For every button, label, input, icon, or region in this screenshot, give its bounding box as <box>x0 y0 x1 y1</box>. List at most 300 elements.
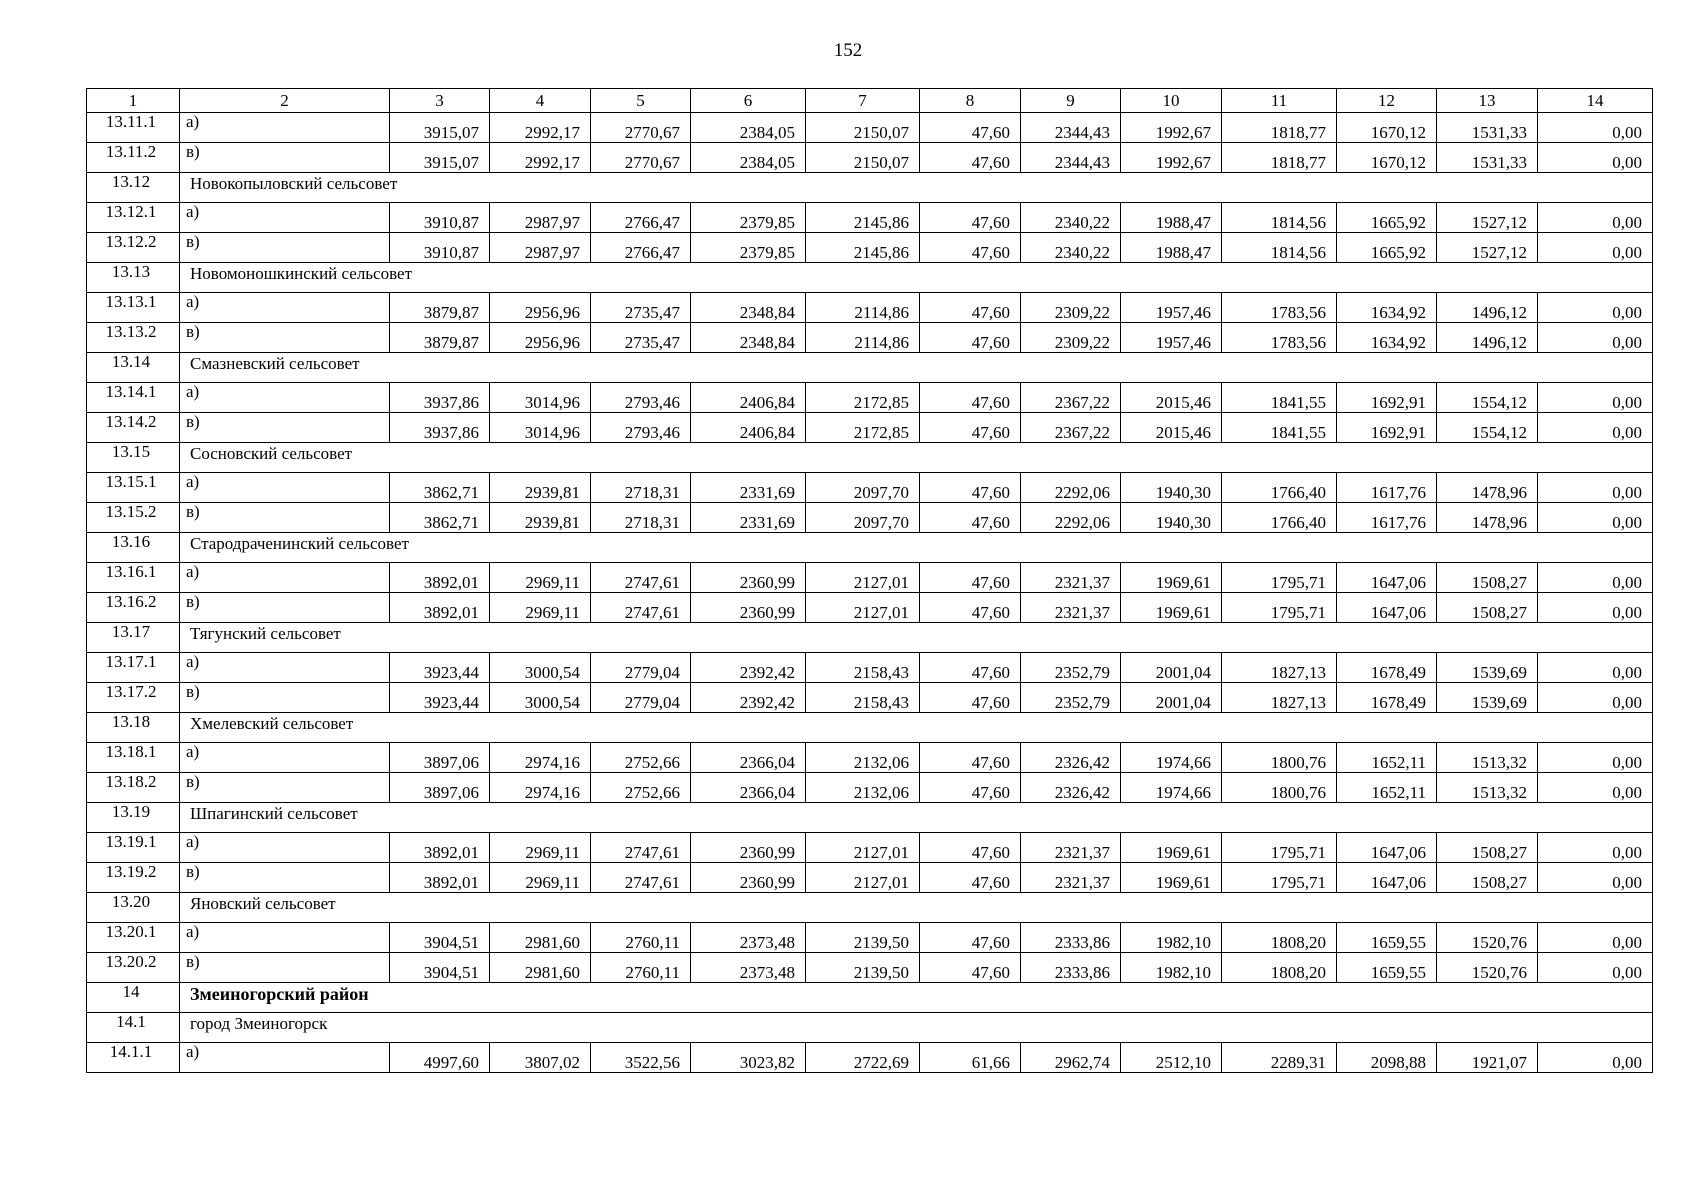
value-cell: 2987,97 <box>490 233 591 263</box>
table-row <box>87 413 1653 443</box>
section-title: Стародраченинский сельсовет <box>180 533 1653 563</box>
row-label: в) <box>180 863 390 893</box>
value-cell: 1808,20 <box>1222 923 1337 953</box>
row-label: а) <box>180 923 390 953</box>
value-cell: 2770,67 <box>591 143 691 173</box>
value-cell: 2366,04 <box>691 743 806 773</box>
value-cell: 1647,06 <box>1337 563 1437 593</box>
row-label: в) <box>180 413 390 443</box>
value-cell: 3862,71 <box>390 503 490 533</box>
value-cell: 2779,04 <box>591 653 691 683</box>
value-cell: 2150,07 <box>806 143 920 173</box>
section-row <box>87 443 1653 473</box>
value-cell: 2392,42 <box>691 683 806 713</box>
row-label: в) <box>180 233 390 263</box>
row-code: 14.1.1 <box>87 1043 180 1073</box>
row-code: 13.20 <box>87 893 180 923</box>
row-code: 13.20.1 <box>87 923 180 953</box>
value-cell: 1670,12 <box>1337 113 1437 143</box>
row-label: а) <box>180 473 390 503</box>
value-cell: 2127,01 <box>806 863 920 893</box>
value-cell: 1974,66 <box>1121 773 1222 803</box>
value-cell: 1665,92 <box>1337 233 1437 263</box>
value-cell: 2127,01 <box>806 593 920 623</box>
value-cell: 2406,84 <box>691 383 806 413</box>
value-cell: 2366,04 <box>691 773 806 803</box>
value-cell: 1692,91 <box>1337 413 1437 443</box>
value-cell: 2974,16 <box>490 743 591 773</box>
value-cell: 3892,01 <box>390 863 490 893</box>
value-cell: 2321,37 <box>1021 833 1121 863</box>
row-label: а) <box>180 563 390 593</box>
section-row <box>87 173 1653 203</box>
row-code: 13.14 <box>87 353 180 383</box>
row-label: в) <box>180 593 390 623</box>
value-cell: 1969,61 <box>1121 563 1222 593</box>
value-cell: 0,00 <box>1538 323 1653 353</box>
table-row <box>87 143 1653 173</box>
value-cell: 2747,61 <box>591 563 691 593</box>
value-cell: 2015,46 <box>1121 383 1222 413</box>
value-cell: 1647,06 <box>1337 833 1437 863</box>
row-code: 13.14.1 <box>87 383 180 413</box>
value-cell: 2406,84 <box>691 413 806 443</box>
value-cell: 0,00 <box>1538 293 1653 323</box>
value-cell: 2718,31 <box>591 473 691 503</box>
value-cell: 61,66 <box>920 1043 1021 1073</box>
table-row <box>87 233 1653 263</box>
value-cell: 3892,01 <box>390 593 490 623</box>
value-cell: 2747,61 <box>591 863 691 893</box>
value-cell: 2760,11 <box>591 953 691 983</box>
value-cell: 1617,76 <box>1337 473 1437 503</box>
column-header: 1 <box>87 89 180 113</box>
section-title: Новокопыловский сельсовет <box>180 173 1653 203</box>
value-cell: 3897,06 <box>390 743 490 773</box>
value-cell: 2172,85 <box>806 413 920 443</box>
row-label: а) <box>180 293 390 323</box>
row-code: 13.13.1 <box>87 293 180 323</box>
value-cell: 3897,06 <box>390 773 490 803</box>
value-cell: 0,00 <box>1538 953 1653 983</box>
value-cell: 0,00 <box>1538 383 1653 413</box>
value-cell: 2360,99 <box>691 563 806 593</box>
row-label: а) <box>180 113 390 143</box>
value-cell: 2760,11 <box>591 923 691 953</box>
value-cell: 2158,43 <box>806 653 920 683</box>
row-code: 13.12 <box>87 173 180 203</box>
value-cell: 2132,06 <box>806 773 920 803</box>
value-cell: 2001,04 <box>1121 653 1222 683</box>
value-cell: 1940,30 <box>1121 503 1222 533</box>
value-cell: 3892,01 <box>390 563 490 593</box>
value-cell: 2360,99 <box>691 593 806 623</box>
value-cell: 1652,11 <box>1337 743 1437 773</box>
value-cell: 2326,42 <box>1021 773 1121 803</box>
value-cell: 0,00 <box>1538 413 1653 443</box>
value-cell: 1974,66 <box>1121 743 1222 773</box>
column-header: 9 <box>1021 89 1121 113</box>
value-cell: 2992,17 <box>490 143 591 173</box>
value-cell: 3879,87 <box>390 293 490 323</box>
value-cell: 1513,32 <box>1437 773 1538 803</box>
value-cell: 1982,10 <box>1121 923 1222 953</box>
value-cell: 2289,31 <box>1222 1043 1337 1073</box>
table-row <box>87 503 1653 533</box>
value-cell: 3923,44 <box>390 653 490 683</box>
value-cell: 47,60 <box>920 953 1021 983</box>
value-cell: 2962,74 <box>1021 1043 1121 1073</box>
table-row <box>87 593 1653 623</box>
value-cell: 1827,13 <box>1222 653 1337 683</box>
value-cell: 47,60 <box>920 323 1021 353</box>
section-row <box>87 353 1653 383</box>
value-cell: 2969,11 <box>490 563 591 593</box>
column-header: 8 <box>920 89 1021 113</box>
value-cell: 47,60 <box>920 593 1021 623</box>
row-code: 13.15.1 <box>87 473 180 503</box>
row-code: 13.20.2 <box>87 953 180 983</box>
value-cell: 1921,07 <box>1437 1043 1538 1073</box>
value-cell: 1988,47 <box>1121 203 1222 233</box>
value-cell: 1554,12 <box>1437 413 1538 443</box>
section-row <box>87 893 1653 923</box>
value-cell: 2344,43 <box>1021 113 1121 143</box>
value-cell: 2139,50 <box>806 953 920 983</box>
table-row <box>87 323 1653 353</box>
value-cell: 2770,67 <box>591 113 691 143</box>
value-cell: 3937,86 <box>390 383 490 413</box>
value-cell: 2139,50 <box>806 923 920 953</box>
row-code: 13.11.2 <box>87 143 180 173</box>
value-cell: 2373,48 <box>691 923 806 953</box>
section-title: Новомоношкинский сельсовет <box>180 263 1653 293</box>
value-cell: 0,00 <box>1538 743 1653 773</box>
value-cell: 1957,46 <box>1121 293 1222 323</box>
value-cell: 0,00 <box>1538 473 1653 503</box>
row-label: в) <box>180 683 390 713</box>
value-cell: 1531,33 <box>1437 143 1538 173</box>
row-label: в) <box>180 143 390 173</box>
value-cell: 1988,47 <box>1121 233 1222 263</box>
value-cell: 2392,42 <box>691 653 806 683</box>
value-cell: 3923,44 <box>390 683 490 713</box>
value-cell: 1647,06 <box>1337 593 1437 623</box>
column-header: 2 <box>180 89 390 113</box>
tariff-table <box>86 88 1653 1073</box>
value-cell: 1508,27 <box>1437 593 1538 623</box>
column-header: 11 <box>1222 89 1337 113</box>
table-row <box>87 833 1653 863</box>
row-code: 13.19.2 <box>87 863 180 893</box>
column-number-row <box>87 89 1653 113</box>
section-title: Шпагинский сельсовет <box>180 803 1653 833</box>
value-cell: 1800,76 <box>1222 743 1337 773</box>
value-cell: 47,60 <box>920 863 1021 893</box>
value-cell: 2384,05 <box>691 143 806 173</box>
row-code: 13.15 <box>87 443 180 473</box>
value-cell: 1520,76 <box>1437 923 1538 953</box>
value-cell: 2735,47 <box>591 323 691 353</box>
value-cell: 1617,76 <box>1337 503 1437 533</box>
value-cell: 1659,55 <box>1337 953 1437 983</box>
value-cell: 2981,60 <box>490 953 591 983</box>
value-cell: 2367,22 <box>1021 413 1121 443</box>
value-cell: 3892,01 <box>390 833 490 863</box>
value-cell: 2766,47 <box>591 203 691 233</box>
value-cell: 3522,56 <box>591 1043 691 1073</box>
value-cell: 2150,07 <box>806 113 920 143</box>
value-cell: 2344,43 <box>1021 143 1121 173</box>
value-cell: 2309,22 <box>1021 323 1121 353</box>
value-cell: 2360,99 <box>691 863 806 893</box>
value-cell: 3910,87 <box>390 233 490 263</box>
value-cell: 3000,54 <box>490 683 591 713</box>
value-cell: 47,60 <box>920 683 1021 713</box>
value-cell: 47,60 <box>920 743 1021 773</box>
value-cell: 1670,12 <box>1337 143 1437 173</box>
value-cell: 3904,51 <box>390 923 490 953</box>
value-cell: 1513,32 <box>1437 743 1538 773</box>
row-code: 13.17.1 <box>87 653 180 683</box>
value-cell: 0,00 <box>1538 113 1653 143</box>
table-row <box>87 743 1653 773</box>
value-cell: 1969,61 <box>1121 863 1222 893</box>
value-cell: 1795,71 <box>1222 833 1337 863</box>
value-cell: 2321,37 <box>1021 593 1121 623</box>
value-cell: 3023,82 <box>691 1043 806 1073</box>
value-cell: 1539,69 <box>1437 683 1538 713</box>
value-cell: 47,60 <box>920 233 1021 263</box>
value-cell: 47,60 <box>920 923 1021 953</box>
section-row <box>87 623 1653 653</box>
row-code: 13.16 <box>87 533 180 563</box>
value-cell: 0,00 <box>1538 503 1653 533</box>
value-cell: 2001,04 <box>1121 683 1222 713</box>
value-cell: 0,00 <box>1538 143 1653 173</box>
value-cell: 2379,85 <box>691 233 806 263</box>
value-cell: 1783,56 <box>1222 323 1337 353</box>
table-row <box>87 203 1653 233</box>
value-cell: 2752,66 <box>591 773 691 803</box>
value-cell: 1841,55 <box>1222 383 1337 413</box>
value-cell: 0,00 <box>1538 863 1653 893</box>
value-cell: 2326,42 <box>1021 743 1121 773</box>
value-cell: 2352,79 <box>1021 653 1121 683</box>
value-cell: 3807,02 <box>490 1043 591 1073</box>
section-row <box>87 713 1653 743</box>
value-cell: 2352,79 <box>1021 683 1121 713</box>
value-cell: 1652,11 <box>1337 773 1437 803</box>
table-row <box>87 653 1653 683</box>
row-label: а) <box>180 833 390 863</box>
value-cell: 3862,71 <box>390 473 490 503</box>
value-cell: 1818,77 <box>1222 113 1337 143</box>
row-code: 13.12.2 <box>87 233 180 263</box>
section-row <box>87 803 1653 833</box>
value-cell: 2735,47 <box>591 293 691 323</box>
value-cell: 2331,69 <box>691 473 806 503</box>
value-cell: 1508,27 <box>1437 563 1538 593</box>
row-label: а) <box>180 1043 390 1073</box>
value-cell: 2292,06 <box>1021 503 1121 533</box>
value-cell: 2132,06 <box>806 743 920 773</box>
row-code: 13.18.2 <box>87 773 180 803</box>
value-cell: 4997,60 <box>390 1043 490 1073</box>
value-cell: 2321,37 <box>1021 563 1121 593</box>
table-row <box>87 473 1653 503</box>
row-label: в) <box>180 503 390 533</box>
value-cell: 1539,69 <box>1437 653 1538 683</box>
value-cell: 1554,12 <box>1437 383 1538 413</box>
column-header: 14 <box>1538 89 1653 113</box>
value-cell: 47,60 <box>920 563 1021 593</box>
table-row <box>87 383 1653 413</box>
value-cell: 1969,61 <box>1121 593 1222 623</box>
value-cell: 1647,06 <box>1337 863 1437 893</box>
row-code: 13.18 <box>87 713 180 743</box>
row-label: а) <box>180 203 390 233</box>
value-cell: 2718,31 <box>591 503 691 533</box>
value-cell: 47,60 <box>920 653 1021 683</box>
value-cell: 1957,46 <box>1121 323 1222 353</box>
table-row <box>87 773 1653 803</box>
table-row <box>87 113 1653 143</box>
value-cell: 2367,22 <box>1021 383 1121 413</box>
value-cell: 2974,16 <box>490 773 591 803</box>
row-code: 13.13.2 <box>87 323 180 353</box>
value-cell: 1800,76 <box>1222 773 1337 803</box>
value-cell: 47,60 <box>920 113 1021 143</box>
value-cell: 1527,12 <box>1437 203 1538 233</box>
value-cell: 47,60 <box>920 833 1021 863</box>
value-cell: 2309,22 <box>1021 293 1121 323</box>
row-label: в) <box>180 323 390 353</box>
value-cell: 2114,86 <box>806 323 920 353</box>
row-code: 13.17.2 <box>87 683 180 713</box>
value-cell: 0,00 <box>1538 653 1653 683</box>
page-number: 152 <box>833 40 863 61</box>
value-cell: 2969,11 <box>490 593 591 623</box>
value-cell: 2969,11 <box>490 863 591 893</box>
value-cell: 2321,37 <box>1021 863 1121 893</box>
value-cell: 2969,11 <box>490 833 591 863</box>
section-title: Хмелевский сельсовет <box>180 713 1653 743</box>
value-cell: 2340,22 <box>1021 233 1121 263</box>
value-cell: 1531,33 <box>1437 113 1538 143</box>
section-title: город Змеиногорск <box>180 1013 1653 1043</box>
value-cell: 1992,67 <box>1121 143 1222 173</box>
value-cell: 1982,10 <box>1121 953 1222 983</box>
section-row <box>87 533 1653 563</box>
value-cell: 2097,70 <box>806 503 920 533</box>
value-cell: 3915,07 <box>390 113 490 143</box>
value-cell: 1508,27 <box>1437 833 1538 863</box>
value-cell: 2114,86 <box>806 293 920 323</box>
table-row <box>87 863 1653 893</box>
value-cell: 2172,85 <box>806 383 920 413</box>
value-cell: 2987,97 <box>490 203 591 233</box>
value-cell: 2384,05 <box>691 113 806 143</box>
value-cell: 3000,54 <box>490 653 591 683</box>
value-cell: 2379,85 <box>691 203 806 233</box>
table-row <box>87 923 1653 953</box>
section-title: Сосновский сельсовет <box>180 443 1653 473</box>
value-cell: 2348,84 <box>691 323 806 353</box>
row-code: 13.14.2 <box>87 413 180 443</box>
value-cell: 3014,96 <box>490 413 591 443</box>
section-title: Змеиногорский район <box>180 983 1653 1013</box>
value-cell: 1795,71 <box>1222 593 1337 623</box>
table-row <box>87 563 1653 593</box>
row-code: 13.12.1 <box>87 203 180 233</box>
value-cell: 1665,92 <box>1337 203 1437 233</box>
value-cell: 0,00 <box>1538 1043 1653 1073</box>
value-cell: 3915,07 <box>390 143 490 173</box>
row-code: 14.1 <box>87 1013 180 1043</box>
value-cell: 1520,76 <box>1437 953 1538 983</box>
column-header: 5 <box>591 89 691 113</box>
row-code: 14 <box>87 983 180 1013</box>
value-cell: 3937,86 <box>390 413 490 443</box>
value-cell: 1969,61 <box>1121 833 1222 863</box>
value-cell: 1814,56 <box>1222 203 1337 233</box>
value-cell: 0,00 <box>1538 593 1653 623</box>
value-cell: 2145,86 <box>806 203 920 233</box>
value-cell: 2752,66 <box>591 743 691 773</box>
value-cell: 1795,71 <box>1222 563 1337 593</box>
value-cell: 0,00 <box>1538 683 1653 713</box>
column-header: 13 <box>1437 89 1538 113</box>
value-cell: 1527,12 <box>1437 233 1538 263</box>
value-cell: 2779,04 <box>591 683 691 713</box>
value-cell: 0,00 <box>1538 923 1653 953</box>
value-cell: 0,00 <box>1538 833 1653 863</box>
value-cell: 3014,96 <box>490 383 591 413</box>
value-cell: 2981,60 <box>490 923 591 953</box>
row-code: 13.11.1 <box>87 113 180 143</box>
value-cell: 2098,88 <box>1337 1043 1437 1073</box>
value-cell: 2145,86 <box>806 233 920 263</box>
value-cell: 1808,20 <box>1222 953 1337 983</box>
column-header: 7 <box>806 89 920 113</box>
value-cell: 2127,01 <box>806 833 920 863</box>
row-code: 13.16.1 <box>87 563 180 593</box>
row-code: 13.17 <box>87 623 180 653</box>
value-cell: 1818,77 <box>1222 143 1337 173</box>
row-label: а) <box>180 743 390 773</box>
section-title: Тягунский сельсовет <box>180 623 1653 653</box>
value-cell: 2956,96 <box>490 293 591 323</box>
value-cell: 2512,10 <box>1121 1043 1222 1073</box>
section-row <box>87 1013 1653 1043</box>
value-cell: 3904,51 <box>390 953 490 983</box>
value-cell: 2747,61 <box>591 593 691 623</box>
section-row <box>87 263 1653 293</box>
value-cell: 1678,49 <box>1337 653 1437 683</box>
value-cell: 47,60 <box>920 773 1021 803</box>
value-cell: 2956,96 <box>490 323 591 353</box>
value-cell: 2747,61 <box>591 833 691 863</box>
value-cell: 0,00 <box>1538 233 1653 263</box>
value-cell: 2127,01 <box>806 563 920 593</box>
row-label: а) <box>180 383 390 413</box>
value-cell: 1508,27 <box>1437 863 1538 893</box>
value-cell: 1634,92 <box>1337 293 1437 323</box>
value-cell: 0,00 <box>1538 563 1653 593</box>
row-label: в) <box>180 953 390 983</box>
value-cell: 2333,86 <box>1021 923 1121 953</box>
